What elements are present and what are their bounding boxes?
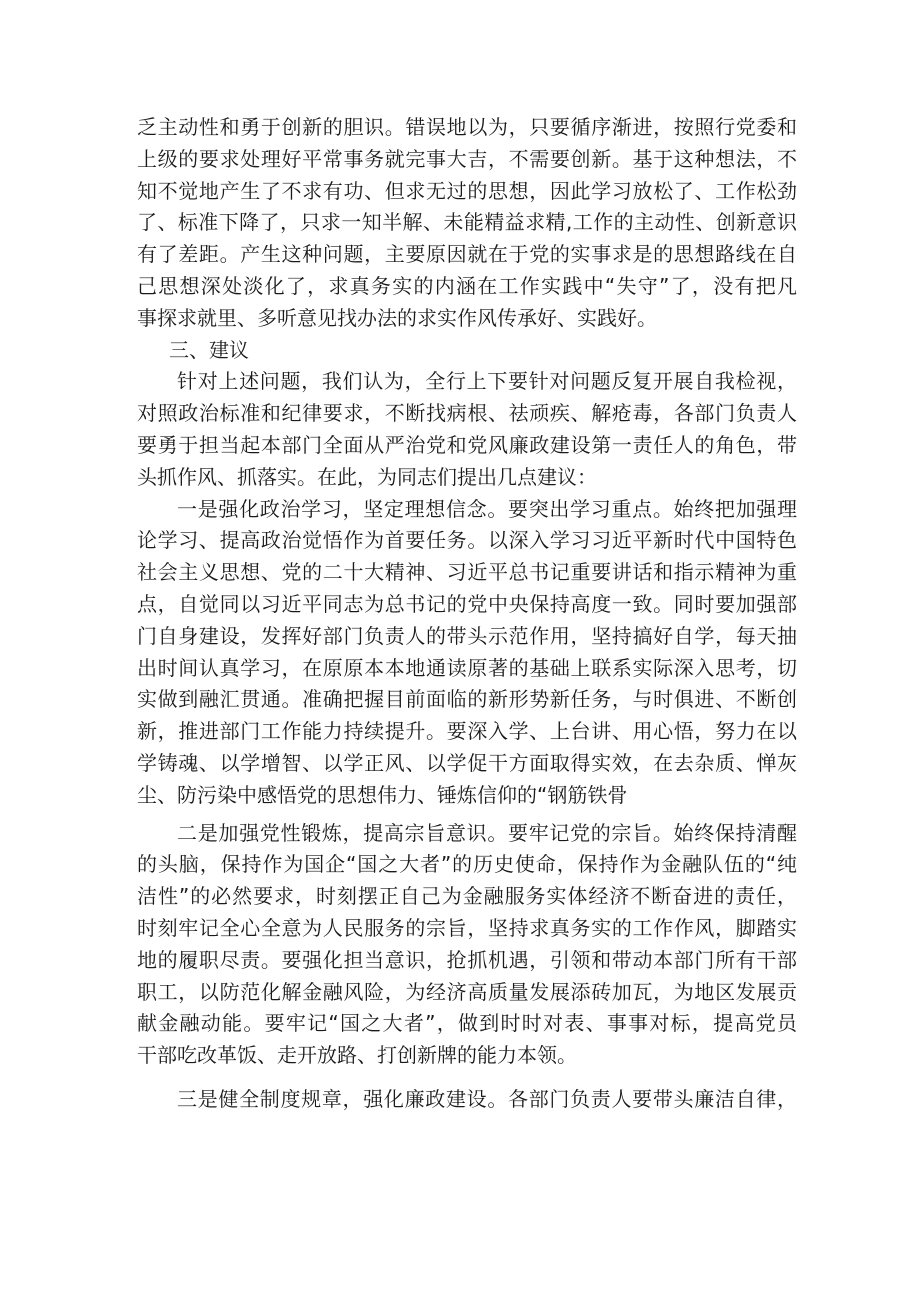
paragraph-line: 上级的要求处理好平常事务就完事大吉，不需要创新。基于这种想法，不 xyxy=(137,146,797,171)
paragraph-line: 头抓作风、抓落实。在此，为同志们提出几点建议： xyxy=(137,464,597,489)
paragraph-line: 门自身建设，发挥好部门负责人的带头示范作用，坚持搞好自学，每天抽 xyxy=(137,623,797,648)
paragraph-line: 的头脑，保持作为国企“国之大者”的历史使命，保持作为金融队伍的“纯 xyxy=(137,852,797,877)
paragraph-line: 知不觉地产生了不求有功、但求无过的思想，因此学习放松了、工作松劲 xyxy=(137,178,797,203)
paragraph-suggestions-intro xyxy=(137,366,797,493)
paragraph-line: 针对上述问题，我们认为，全行上下要针对问题反复开展自我检视， xyxy=(177,369,797,394)
paragraph-line: 二是加强党性锻炼，提高宗旨意识。要牢记党的宗旨。始终保持清醒 xyxy=(177,820,797,845)
paragraph-line: 点，自觉同以习近平同志为总书记的党中央保持高度一致。同时要加强部 xyxy=(137,591,797,616)
paragraph-line: 尘、防污染中感悟党的思想伟力、锤炼信仰的“钢筋铁骨 xyxy=(137,782,628,807)
paragraph-line: 实做到融汇贯通。准确把握目前面临的新形势新任务，与时俱进、不断创 xyxy=(137,687,797,712)
paragraph-line: 新，推进部门工作能力持续提升。要深入学、上台讲、用心悟，努力在以 xyxy=(137,719,797,744)
paragraph-line: 职工，以防范化解金融风险，为经济高质量发展添砖加瓦，为地区发展贡 xyxy=(137,979,797,1004)
paragraph-line: 有了差距。产生这种问题，主要原因就在于党的实事求是的思想路线在自 xyxy=(137,242,797,267)
paragraph-line: 洁性”的必然要求，时刻摆正自己为金融服务实体经济不断奋进的责任， xyxy=(137,884,797,909)
paragraph-line: 要勇于担当起本部门全面从严治党和党风廉政建设第一责任人的角色，带 xyxy=(137,432,797,457)
paragraph-line: 学铸魂、以学增智、以学正风、以学促干方面取得实效，在去杂质、惮灰 xyxy=(137,750,797,775)
paragraph-line: 三是健全制度规章，强化廉政建设。各部门负责人要带头廉洁自律， xyxy=(177,1086,797,1111)
paragraph-line: 了、标准下降了，只求一知半解、未能精益求精,工作的主动性、创新意识 xyxy=(137,210,797,235)
paragraph-line: 出时间认真学习，在原原本本地通读原著的基础上联系实际深入思考，切 xyxy=(137,655,797,680)
paragraph-line: 干部吃改革饭、走开放路、打创新牌的能力本领。 xyxy=(137,1043,577,1068)
paragraph-line: 社会主义思想、党的二十大精神、习近平总书记重要讲话和指示精神为重 xyxy=(137,560,797,585)
paragraph-line: 乏主动性和勇于创新的胆识。错误地以为，只要循序渐进，按照行党委和 xyxy=(137,115,797,139)
paragraph-line: 己思想深处淡化了，求真务实的内涵在工作实践中“失守”了，没有把凡 xyxy=(137,273,797,298)
paragraph-suggestion-three xyxy=(137,1084,797,1116)
paragraph-line: 论学习、提高政治觉悟作为首要任务。以深入学习习近平新时代中国特色 xyxy=(137,528,797,553)
paragraph-suggestion-two xyxy=(137,818,797,1072)
paragraph-line: 事探求就里、多听意见找办法的求实作风传承好、实践好。 xyxy=(137,305,657,330)
paragraph-line: 时刻牢记全心全意为人民服务的宗旨，坚持求真务实的工作作风，脚踏实 xyxy=(137,915,797,940)
paragraph-problem-analysis xyxy=(137,112,797,335)
paragraph-line: 献金融动能。要牢记“国之大者”，做到时时对表、事事对标，提高党员 xyxy=(137,1011,797,1036)
paragraph-line: 一是强化政治学习，坚定理想信念。要突出学习重点。始终把加强理 xyxy=(177,496,797,521)
paragraph-line: 地的履职尽责。要强化担当意识，抢抓机遇，引领和带动本部门所有干部 xyxy=(137,947,797,972)
document-body xyxy=(137,112,797,1116)
paragraph-gap xyxy=(137,1072,797,1084)
paragraph-line: 对照政治标准和纪律要求，不断找病根、祛顽疾、解疮毒，各部门负责人 xyxy=(137,401,797,426)
section-heading: 三、建议 xyxy=(169,337,249,362)
paragraph-suggestion-one xyxy=(137,494,797,812)
